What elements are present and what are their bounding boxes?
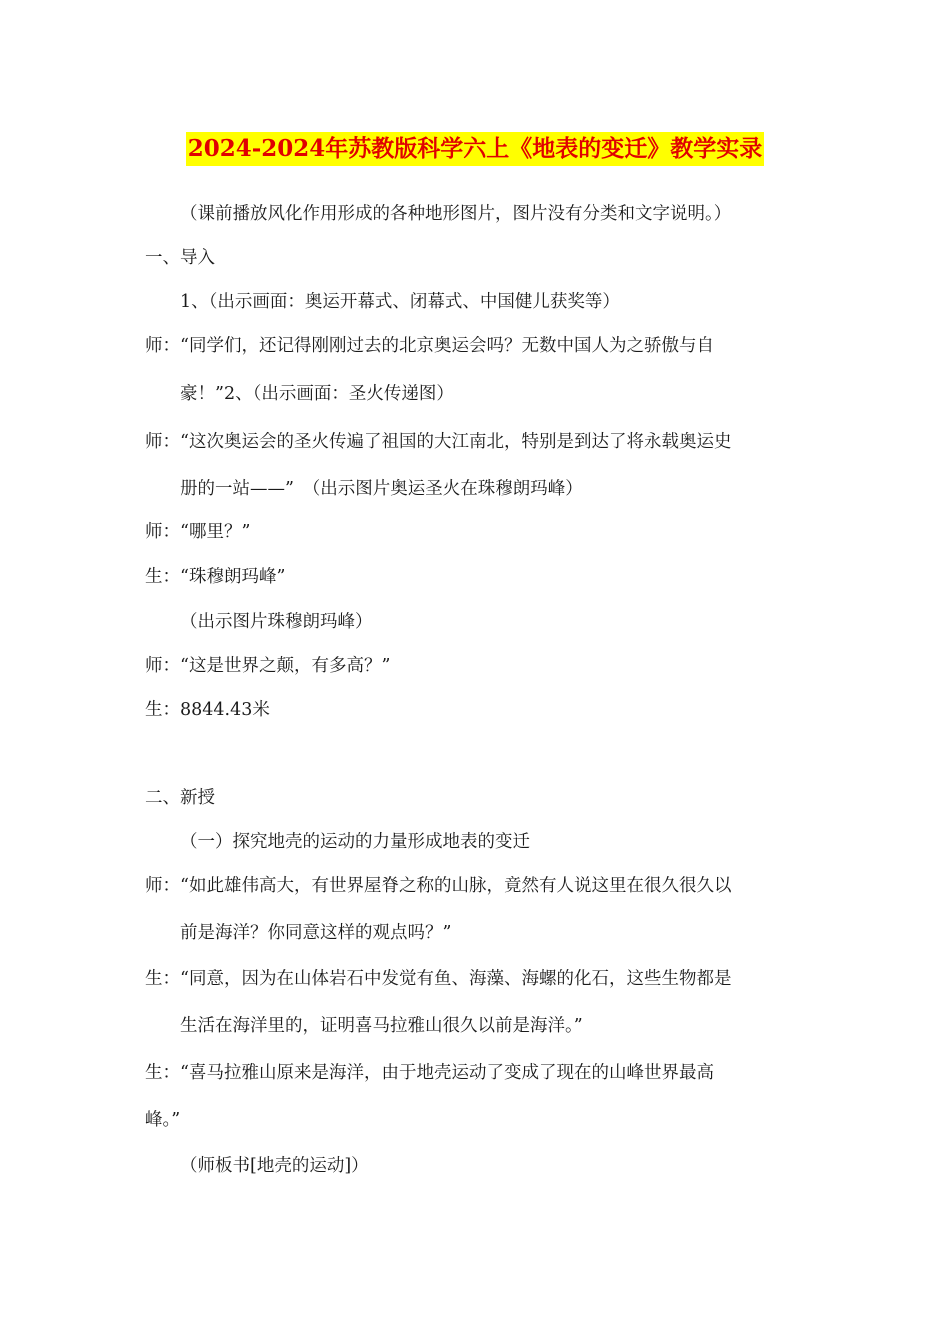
dialogue-line: 师：“哪里？” [145, 522, 251, 542]
section-heading: 一、导入 [145, 248, 215, 268]
subsection-heading: （一）探究地壳的运动的力量形成地表的变迁 [180, 832, 530, 852]
paragraph-line: （课前播放风化作用形成的各种地形图片，图片没有分类和文字说明。） [180, 204, 732, 224]
dialogue-line: 师：“同学们，还记得刚刚过去的北京奥运会吗？无数中国人为之骄傲与自 [145, 336, 714, 356]
dialogue-line: 师：“如此雄伟高大，有世界屋脊之称的山脉，竟然有人说这里在很久很久以 [145, 876, 732, 896]
dialogue-line: 师：“这次奥运会的圣火传遍了祖国的大江南北，特别是到达了将永载奥运史 [145, 432, 732, 452]
paragraph-line: 1、（出示画面：奥运开幕式、闭幕式、中国健儿获奖等） [180, 292, 620, 312]
paragraph-line: （出示图片珠穆朗玛峰） [180, 612, 373, 632]
dialogue-line: 生：8844.43米 [145, 700, 270, 720]
dialogue-line: 生：“喜马拉雅山原来是海洋，由于地壳运动了变成了现在的山峰世界最高 [145, 1063, 714, 1083]
dialogue-line: 师：“这是世界之颠，有多高？” [145, 656, 391, 676]
dialogue-line-continuation: 豪！”2、（出示画面：圣火传递图） [180, 384, 454, 404]
dialogue-line-continuation: 峰。” [145, 1110, 181, 1130]
title-container [0, 132, 950, 166]
document-title: 2024-2024年苏教版科学六上《地表的变迁》教学实录 [186, 132, 765, 166]
dialogue-line-continuation: 册的一站——” （出示图片奥运圣火在珠穆朗玛峰） [180, 479, 583, 499]
dialogue-line: 生：“同意，因为在山体岩石中发觉有鱼、海藻、海螺的化石，这些生物都是 [145, 969, 732, 989]
dialogue-line-continuation: 生活在海洋里的，证明喜马拉雅山很久以前是海洋。” [180, 1016, 583, 1036]
dialogue-line: 生：“珠穆朗玛峰” [145, 567, 286, 587]
dialogue-line-continuation: 前是海洋？你同意这样的观点吗？” [180, 923, 452, 943]
section-heading: 二、新授 [145, 788, 215, 808]
board-note: （师板书[地壳的运动]） [180, 1156, 369, 1176]
